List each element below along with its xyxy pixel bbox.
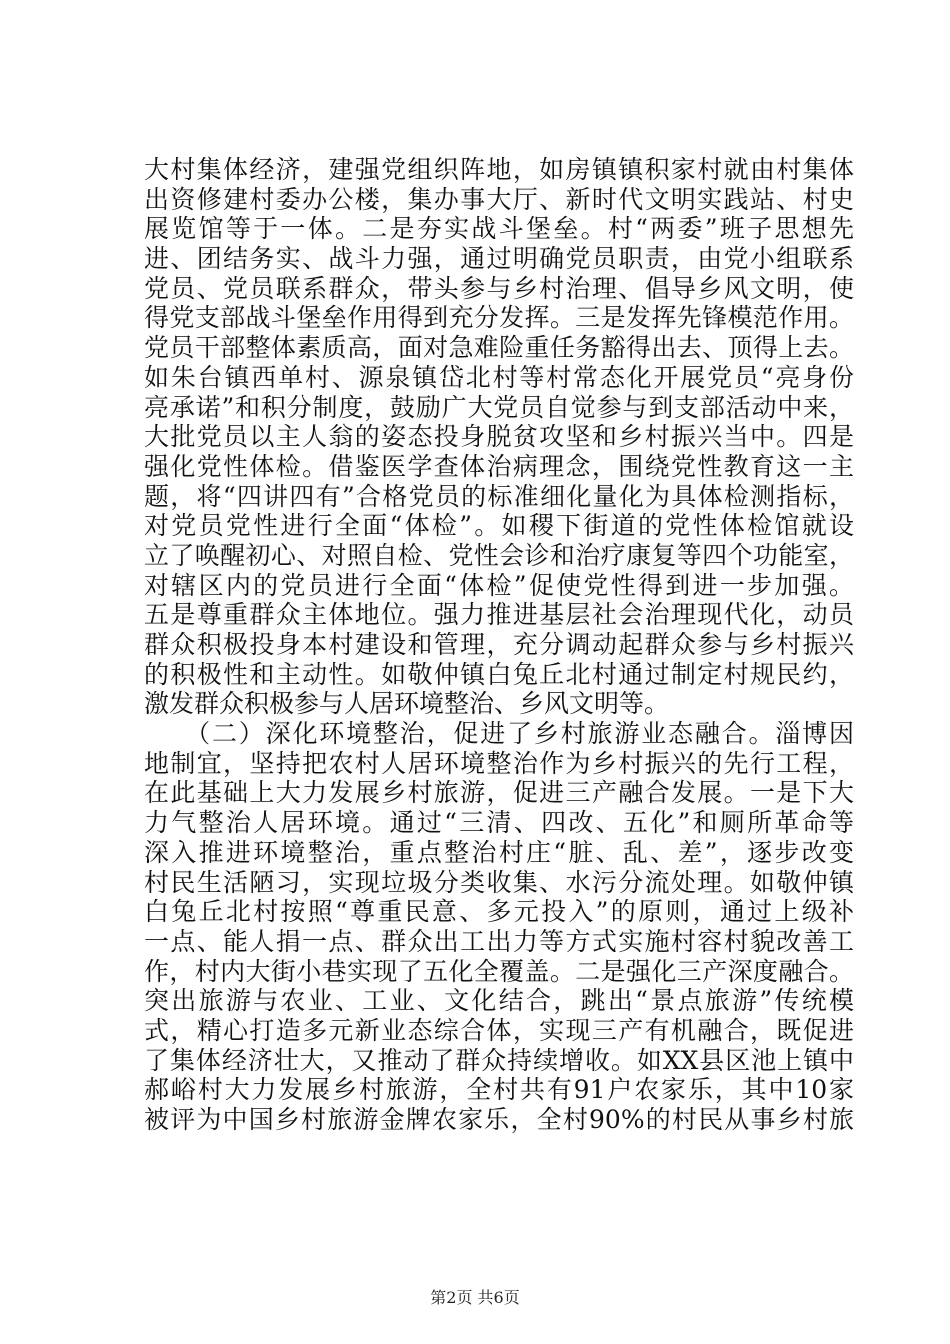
text-line: 大批党员以主人翁的姿态投身脱贫攻坚和乡村振兴当中。四是: [144, 422, 854, 452]
text-line: 深入推进环境整治，重点整治村庄“脏、乱、差”，逐步改变: [144, 837, 854, 867]
text-line: 得党支部战斗堡垒作用得到充分发挥。三是发挥先锋模范作用。: [144, 303, 854, 333]
text-line: 激发群众积极参与人居环境整治、乡风文明等。: [144, 689, 670, 719]
text-line: 党员、党员联系群众，带头参与乡村治理、倡导乡风文明，使: [144, 273, 854, 303]
text-line: 对辖区内的党员进行全面“体检”促使党性得到进一步加强。: [144, 570, 854, 600]
text-line: 郝峪村大力发展乡村旅游，全村共有91户农家乐，其中10家: [144, 1075, 854, 1105]
text-line: 作，村内大街小巷实现了五化全覆盖。二是强化三产深度融合。: [144, 956, 854, 986]
text-line: 地制宜，坚持把农村人居环境整治作为乡村振兴的先行工程，: [144, 748, 854, 778]
document-body: [144, 155, 854, 1135]
text-line: 村民生活陋习，实现垃圾分类收集、水污分流处理。如敬仲镇: [144, 867, 854, 897]
text-line: 在此基础上大力发展乡村旅游，促进三产融合发展。一是下大: [144, 778, 854, 808]
text-line: 一点、能人捐一点、群众出工出力等方式实施村容村貌改善工: [144, 926, 854, 956]
text-line: 对党员党性进行全面“体检”。如稷下街道的党性体检馆就设: [144, 511, 854, 541]
text-line: 白兔丘北村按照“尊重民意、多元投入”的原则，通过上级补: [144, 897, 854, 927]
text-line: 展览馆等于一体。二是夯实战斗堡垒。村“两委”班子思想先: [144, 214, 854, 244]
text-line: 出资修建村委办公楼，集办事大厅、新时代文明实践站、村史: [144, 184, 854, 214]
text-line: 群众积极投身本村建设和管理，充分调动起群众参与乡村振兴: [144, 630, 854, 659]
text-line: 式，精心打造多元新业态综合体，实现三产有机融合，既促进: [144, 1015, 854, 1045]
text-line: 进、团结务实、战斗力强，通过明确党员职责，由党小组联系: [144, 244, 854, 274]
text-line: 大村集体经济，建强党组织阵地，如房镇镇积家村就由村集体: [144, 155, 854, 184]
text-line: 党员干部整体素质高，面对急难险重任务豁得出去、顶得上去。: [144, 333, 854, 363]
text-line: 亮承诺”和积分制度，鼓励广大党员自觉参与到支部活动中来，: [144, 392, 854, 422]
text-line: 的积极性和主动性。如敬仲镇白兔丘北村通过制定村规民约，: [144, 659, 854, 689]
text-line: 被评为中国乡村旅游金牌农家乐，全村90%的村民从事乡村旅: [144, 1105, 854, 1134]
text-line: 五是尊重群众主体地位。强力推进基层社会治理现代化，动员: [144, 600, 854, 630]
page-footer: [0, 1285, 950, 1308]
text-line: 立了唤醒初心、对照自检、党性会诊和治疗康复等四个功能室，: [144, 540, 854, 570]
text-line: 突出旅游与农业、工业、文化结合，跳出“景点旅游”传统模: [144, 986, 854, 1016]
text-line: 强化党性体检。借鉴医学查体治病理念，围绕党性教育这一主: [144, 451, 854, 481]
text-line: 如朱台镇西单村、源泉镇岱北村等村常态化开展党员“亮身份: [144, 362, 854, 392]
page-number: 第2页 共6页: [430, 1288, 520, 1307]
text-line: （二）深化环境整治，促进了乡村旅游业态融合。淄博因: [144, 719, 854, 749]
text-line: 力气整治人居环境。通过“三清、四改、五化”和厕所革命等: [144, 808, 854, 838]
text-line: 了集体经济壮大，又推动了群众持续增收。如XX县区池上镇中: [144, 1045, 854, 1075]
text-line: 题，将“四讲四有”合格党员的标准细化量化为具体检测指标，: [144, 481, 854, 511]
